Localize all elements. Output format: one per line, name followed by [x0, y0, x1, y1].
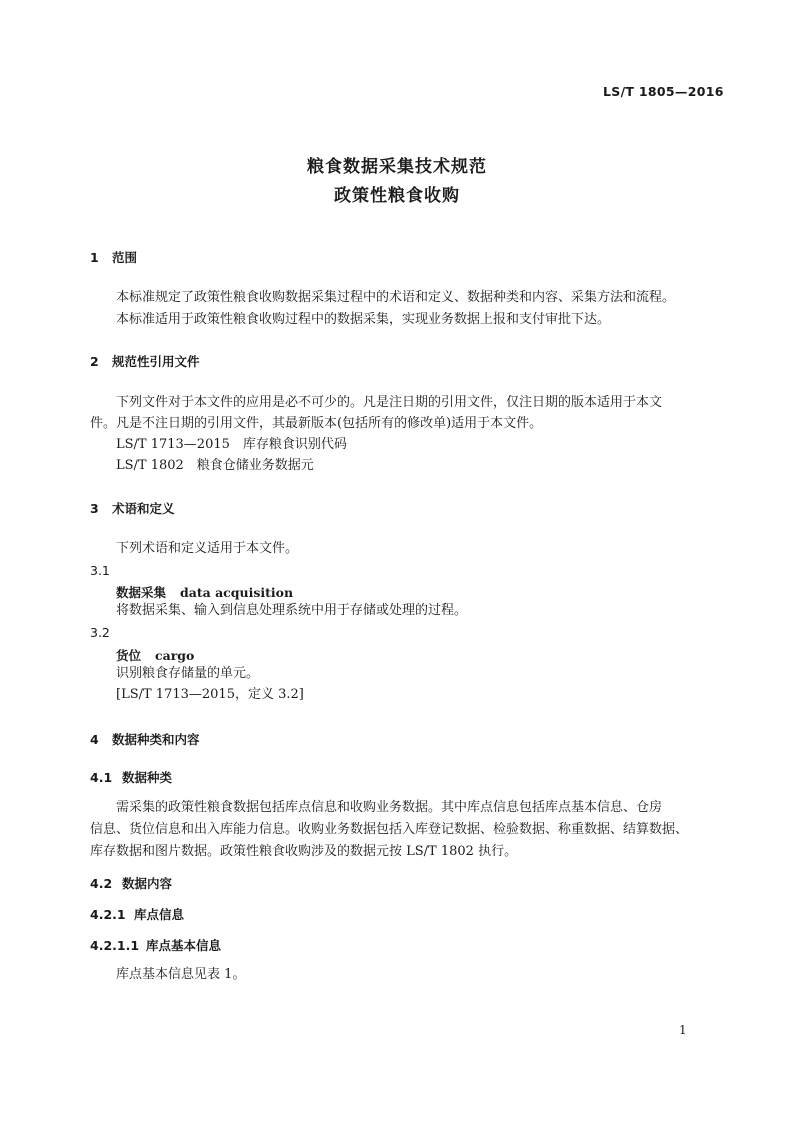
section-number: 4 [90, 732, 99, 747]
section-4-heading [90, 730, 200, 748]
term-en: data acquisition [180, 585, 294, 600]
reference-item: LS/T 1713—2015 库存粮食识别代码 [116, 437, 347, 452]
term-entry [116, 646, 194, 664]
section-2-heading [90, 352, 200, 370]
section-title: 术语和定义 [112, 501, 175, 516]
paragraph-line: 下列文件对于本文件的应用是必不可少的。凡是注日期的引用文件，仅注日期的版本适用于本文 [116, 395, 663, 410]
section-1-heading [90, 248, 137, 266]
paragraph-line: 库存数据和图片数据。政策性粮食收购涉及的数据元按 LS/T 1802 执行。 [90, 844, 518, 859]
term-definition: 识别粮食存储量的单元。 [116, 666, 260, 681]
term-number: 3.2 [90, 625, 110, 640]
section-number: 2 [90, 354, 99, 369]
subsection-4-2-1-heading [90, 905, 184, 923]
paragraph-line: 件。凡是不注日期的引用文件，其最新版本(包括所有的修改单)适用于本文件。 [90, 416, 543, 431]
term-definition: 将数据采集、输入到信息处理系统中用于存储或处理的过程。 [116, 603, 468, 618]
section-3-heading [90, 499, 175, 517]
term-zh: 数据采集 [116, 585, 167, 600]
section-title: 范围 [112, 250, 138, 265]
section-title: 库点信息 [134, 907, 185, 922]
term-source: [LS/T 1713—2015，定义 3.2] [116, 687, 304, 702]
paragraph: 库点基本信息见表 1。 [116, 967, 246, 982]
section-title: 库点基本信息 [146, 938, 222, 953]
section-number: 4.2.1.1 [90, 938, 140, 953]
term-entry [116, 583, 293, 601]
section-number: 4.2.1 [90, 907, 126, 922]
term-zh: 货位 [116, 648, 142, 663]
subsection-4-2-1-1-heading [90, 936, 221, 954]
document-title: 粮食数据采集技术规范 [307, 157, 487, 177]
subsection-4-1-heading [90, 768, 172, 786]
reference-item: LS/T 1802 粮食仓储业务数据元 [116, 458, 314, 473]
section-number: 4.1 [90, 770, 113, 785]
subsection-4-2-heading [90, 874, 172, 892]
document-subtitle: 政策性粮食收购 [334, 186, 460, 206]
term-en: cargo [155, 648, 195, 663]
section-number: 4.2 [90, 876, 113, 891]
page-number: 1 [679, 1023, 687, 1037]
section-number: 3 [90, 501, 99, 516]
section-title: 规范性引用文件 [112, 354, 200, 369]
section-number: 1 [90, 250, 99, 265]
paragraph: 下列术语和定义适用于本文件。 [116, 541, 299, 556]
section-title: 数据种类和内容 [112, 732, 200, 747]
paragraph: 本标准适用于政策性粮食收购过程中的数据采集，实现业务数据上报和支付审批下达。 [116, 312, 611, 327]
section-title: 数据种类 [122, 770, 173, 785]
paragraph: 本标准规定了政策性粮食收购数据采集过程中的术语和定义、数据种类和内容、采集方法和流程。 [116, 290, 676, 305]
section-title: 数据内容 [122, 876, 173, 891]
term-number: 3.1 [90, 563, 110, 578]
paragraph-line: 需采集的政策性粮食数据包括库点信息和收购业务数据。其中库点信息包括库点基本信息、仓房 [116, 800, 663, 815]
paragraph-line: 信息、货位信息和出入库能力信息。收购业务数据包括入库登记数据、检验数据、称重数据、结算数据、 [90, 822, 689, 837]
standard-code: LS/T 1805—2016 [603, 84, 724, 99]
